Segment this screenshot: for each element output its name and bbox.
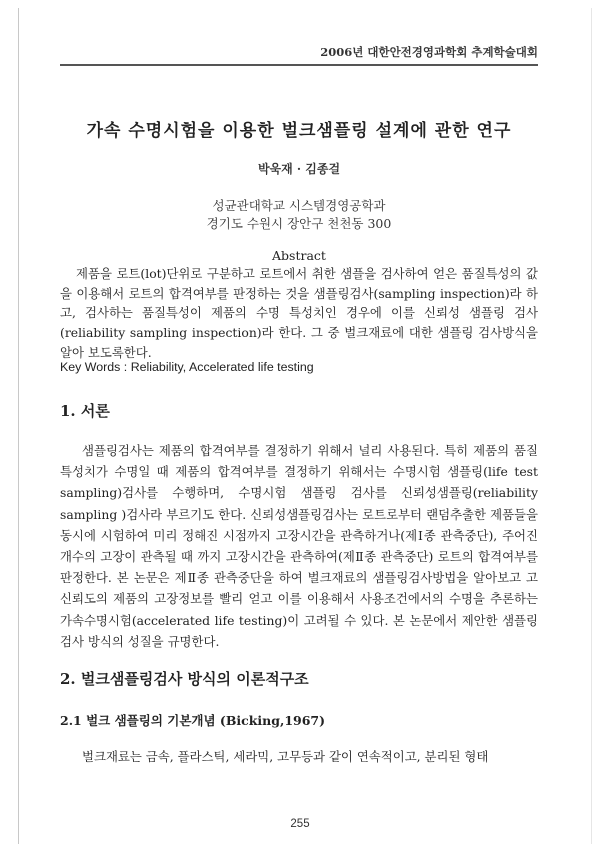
authors: 박욱재 · 김종걸 — [257, 162, 341, 176]
affiliation-line-1: 성균관대학교 시스템경영공학과 — [212, 198, 386, 213]
section-1-body: 샘플링검사는 제품의 합격여부를 결정하기 위해서 널리 사용된다. 특히 제품의 품질특성치가 수명일 때 제품의 합격여부를 결정하기 위해서는 수명시험 샘플링(life test sampling)검사를 수행하며, 수명시험 샘플링 검사를 신뢰성샘플링(reliability sampling )검사라 부르기도 한다. 신뢰성샘플링검사는 로트로부터 랜덤추출한 제품들을 동시에 시험하여 미리 정해진 시점까지 고장시간을 관측하거나(제Ⅰ종 관측중단), 주어진 개수의 고장이 관측될 때 까지 고장시간을 관측하여(제Ⅱ종 관측중단) 로트의 합격여부를 판정한다. 본 논문은 제Ⅱ종 관측중단을 하여 벌크재료의 샘플링검사방법을 알아보고 고 신뢰도의 제품의 고장정보를 빨리 얻고 이를 이용해서 사용조건에서의 수명을 추론하는 가속수명시험(accelerated life testing)이 고려될 수 있다. 본 논문에서 제안한 샘플링검사 방식의 성질을 규명한다. — [60, 443, 538, 649]
section-1-heading: 1. 서론 — [60, 402, 110, 420]
subsection-2-1-heading: 2.1 벌크 샘플링의 기본개념 (Bicking,1967) — [60, 713, 326, 728]
abstract-body: 제품을 로트(lot)단위로 구분하고 로트에서 취한 샘플을 검사하여 얻은 품질특성의 값을 이용해서 로트의 합격여부를 판정하는 것을 샘플링검사(sampling inspection)라 하고, 검사하는 품질특성이 제품의 수명 특성치인 경우에 이를 신뢰성 샘플링 검사(reliability sampling inspection)라 한다. 그 중 벌크재료에 대한 샘플링 검사방식을 알아 보도록한다. — [60, 266, 538, 360]
subsection-2-1-body: 벌크재료는 금속, 플라스틱, 세라믹, 고무등과 같이 연속적이고, 분리된 형태 — [82, 749, 489, 764]
affiliation-line-2: 경기도 수원시 장안구 천천동 300 — [206, 216, 392, 231]
paper-title: 가속 수명시험을 이용한 벌크샘플링 설계에 관한 연구 — [86, 121, 512, 141]
section-2-heading: 2. 벌크샘플링검사 방식의 이론적구조 — [60, 670, 309, 688]
running-header: 2006년 대한안전경영과학회 추계학술대회 — [60, 44, 538, 66]
page-number: 255 — [290, 818, 310, 830]
abstract-heading: Abstract — [272, 248, 326, 263]
keywords: Key Words : Reliability, Accelerated life testing — [60, 360, 314, 374]
